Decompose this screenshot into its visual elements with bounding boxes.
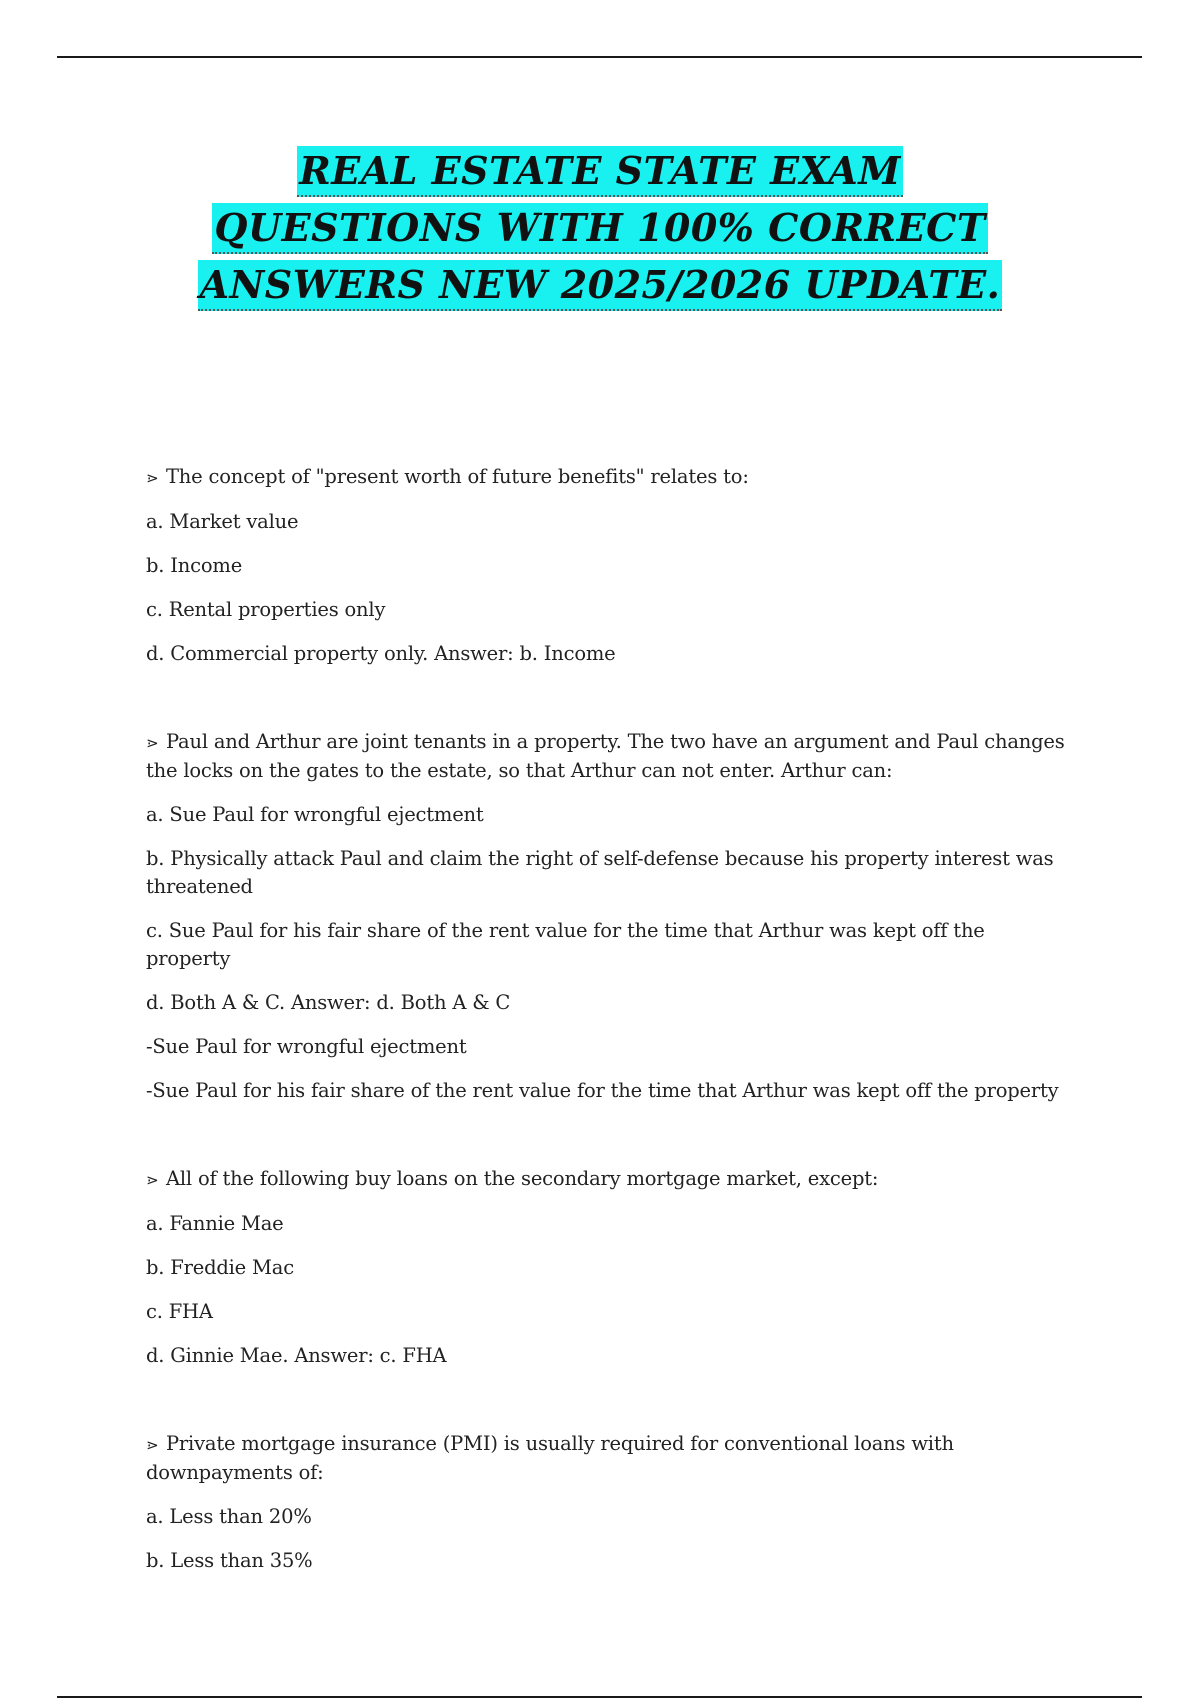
option-d-answer: d. Both A & C. Answer: d. Both A & C bbox=[146, 991, 511, 1014]
question-prompt: ⋗ Private mortgage insurance (PMI) is usually required for conventional loans with downpayments of: bbox=[146, 1432, 954, 1484]
option-d-answer: d. Commercial property only. Answer: b. Income bbox=[146, 642, 616, 665]
question-list bbox=[146, 463, 1066, 1591]
answer-note: -Sue Paul for his fair share of the rent value for the time that Arthur was kept off the property bbox=[146, 1079, 1059, 1102]
option-c: c. FHA bbox=[146, 1300, 213, 1323]
arrow-marker-icon: ⋗ bbox=[146, 469, 159, 487]
option-b: b. Less than 35% bbox=[146, 1549, 313, 1572]
question-4 bbox=[146, 1430, 1066, 1575]
document-title bbox=[0, 142, 1200, 313]
option-c: c. Sue Paul for his fair share of the rent value for the time that Arthur was kept off the property bbox=[146, 919, 985, 970]
option-d-answer: d. Ginnie Mae. Answer: c. FHA bbox=[146, 1344, 447, 1367]
arrow-marker-icon: ⋗ bbox=[146, 1436, 159, 1454]
question-3 bbox=[146, 1165, 1066, 1370]
question-prompt: ⋗ The concept of "present worth of future benefits" relates to: bbox=[146, 463, 1066, 492]
option-a: a. Market value bbox=[146, 510, 299, 533]
option-a: a. Fannie Mae bbox=[146, 1212, 284, 1235]
header-rule bbox=[57, 56, 1142, 58]
option-c: c. Rental properties only bbox=[146, 598, 386, 621]
title-line-3: ANSWERS NEW 2025/2026 UPDATE. bbox=[0, 256, 1200, 313]
title-line-1: REAL ESTATE STATE EXAM bbox=[0, 142, 1200, 199]
option-b: b. Physically attack Paul and claim the right of self-defense because his property interest was threatened bbox=[146, 847, 1054, 898]
footer-rule bbox=[57, 1696, 1142, 1698]
question-1 bbox=[146, 463, 1066, 668]
option-b: b. Freddie Mac bbox=[146, 1256, 294, 1279]
question-2 bbox=[146, 728, 1066, 1105]
option-a: a. Sue Paul for wrongful ejectment bbox=[146, 803, 484, 826]
answer-note: -Sue Paul for wrongful ejectment bbox=[146, 1035, 467, 1058]
question-prompt: ⋗ Paul and Arthur are joint tenants in a property. The two have an argument and Paul changes the locks on the gates to the estate, so that Arthur can not enter. Arthur can: bbox=[146, 730, 1065, 782]
arrow-marker-icon: ⋗ bbox=[146, 1171, 159, 1189]
option-a: a. Less than 20% bbox=[146, 1505, 312, 1528]
arrow-marker-icon: ⋗ bbox=[146, 734, 159, 752]
option-b: b. Income bbox=[146, 554, 243, 577]
title-line-2: QUESTIONS WITH 100% CORRECT bbox=[0, 199, 1200, 256]
question-prompt: ⋗ All of the following buy loans on the secondary mortgage market, except: bbox=[146, 1165, 1066, 1194]
